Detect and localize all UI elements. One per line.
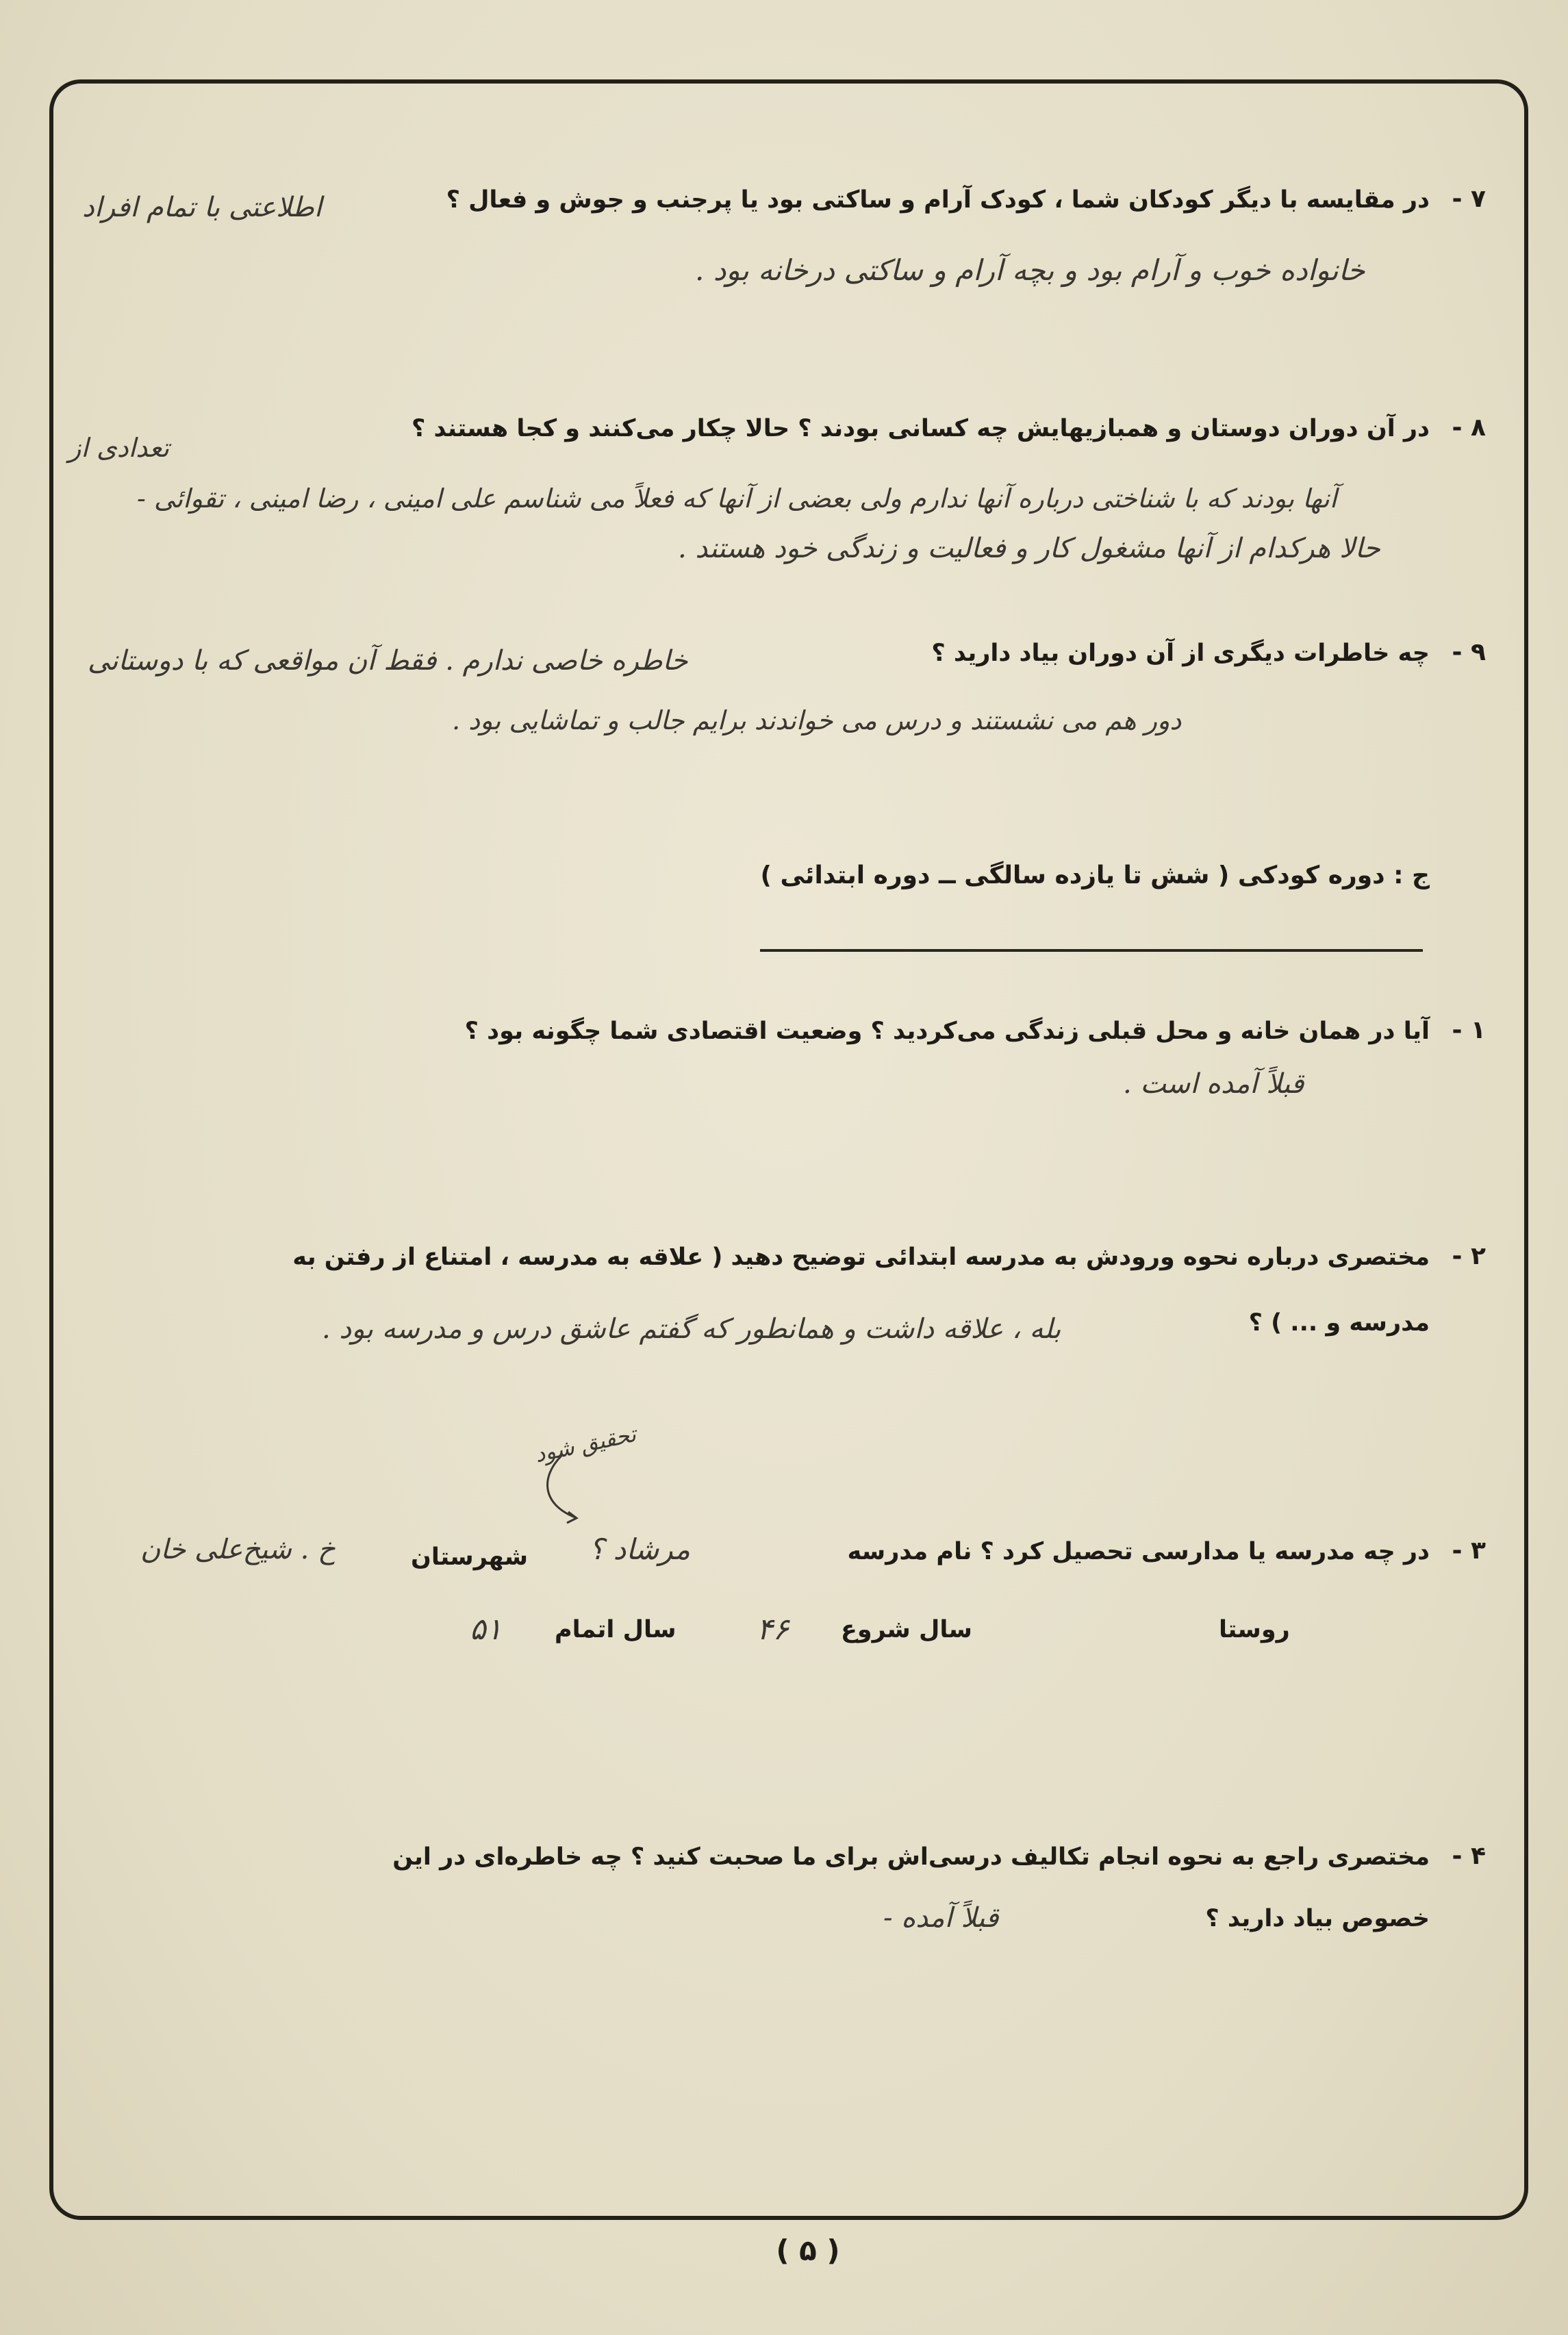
question-9-number: ۹ - [1452,638,1486,666]
question-c3-text: در چه مدرسه یا مدارسی تحصیل کرد ؟ نام مدرسه [847,1538,1430,1565]
city-value: خ . شیخ‌علی خان [140,1534,336,1565]
question-9-text: چه خاطرات دیگری از آن دوران بیاد دارید ؟ [931,640,1430,667]
question-c1-number: ۱ - [1452,1016,1486,1044]
question-c4-text-1: مختصری راجع به نحوه انجام تکالیف درسی‌اش برای ما صحبت کنید ؟ چه خاطره‌ای در این [392,1843,1430,1871]
page-number: ( ۵ ) [776,2234,840,2267]
question-c4-number: ۴ - [1452,1842,1486,1870]
village-label: روستا [1219,1616,1290,1643]
start-year-label: سال شروع [841,1616,972,1643]
question-c1-text: آیا در همان خانه و محل قبلی زندگی می‌کردید ؟ وضعیت اقتصادی شما چگونه بود ؟ [464,1018,1430,1045]
question-c3-number: ۳ - [1452,1537,1486,1565]
question-7-answer-2: خانواده خوب و آرام بود و بچه آرام و ساکتی درخانه بود . [695,253,1365,287]
question-7-number: ۷ - [1452,185,1486,213]
school-note: تحقیق شود [532,1420,639,1468]
question-7-text: در مقایسه با دیگر کودکان شما ، کودک آرام و ساکتی بود یا پرجنب و جوش و فعال ؟ [446,186,1430,214]
school-name-answer: مرشاد ؟ [589,1532,691,1566]
question-c4-answer: قبلاً آمده - [883,1902,999,1934]
section-c-underline [760,949,1423,952]
question-c4-text-2: خصوص بیاد دارید ؟ [1205,1905,1430,1932]
question-c2-text-2: مدرسه و ... ) ؟ [1248,1309,1430,1337]
question-8-answer-3: حالا هرکدام از آنها مشغول کار و فعالیت و زندگی خود هستند . [678,533,1380,564]
question-8-answer-2: آنها بودند که با شناختی درباره آنها ندارم ولی بعضی از آنها که فعلاً می شناسم علی امینی ، رضا امینی ، تقوائی - [137,483,1337,514]
question-9-answer-2: دور هم می نشستند و درس می خواندند برایم جالب و تماشایی بود . [452,705,1182,735]
question-8-number: ۸ - [1452,414,1486,442]
question-c2-number: ۲ - [1452,1242,1486,1270]
question-c1-answer: قبلاً آمده است . [1123,1068,1304,1100]
school-note-arrow-icon [534,1449,630,1531]
question-c2-text-1: مختصری درباره نحوه ورودش به مدرسه ابتدائی توضیح دهید ( علاقه به مدرسه ، امتناع از رفتن به [292,1244,1430,1271]
end-year-value: ۵۱ [470,1612,503,1647]
city-label: شهرستان [411,1543,529,1571]
end-year-label: سال اتمام [555,1616,676,1643]
question-8-answer-1: تعدادی از [68,433,170,463]
question-9-answer-1: خاطره خاصی ندارم . فقط آن مواقعی که با دوستانی [88,645,688,677]
page-frame [49,79,1528,2220]
question-7-answer-1: اطلاعتی با تمام افراد [82,192,322,223]
section-c-title: ج : دوره کودکی ( شش تا یازده سالگی ــ دوره ابتدائی ) [760,861,1430,889]
start-year-value: ۴۶ [757,1612,789,1647]
question-8-text: در آن دوران دوستان و همبازیهایش چه کسانی بودند ؟ حالا چکار می‌کنند و کجا هستند ؟ [412,415,1430,442]
question-c2-answer: بله ، علاقه داشت و همانطور که گفتم عاشق درس و مدرسه بود . [322,1313,1061,1345]
